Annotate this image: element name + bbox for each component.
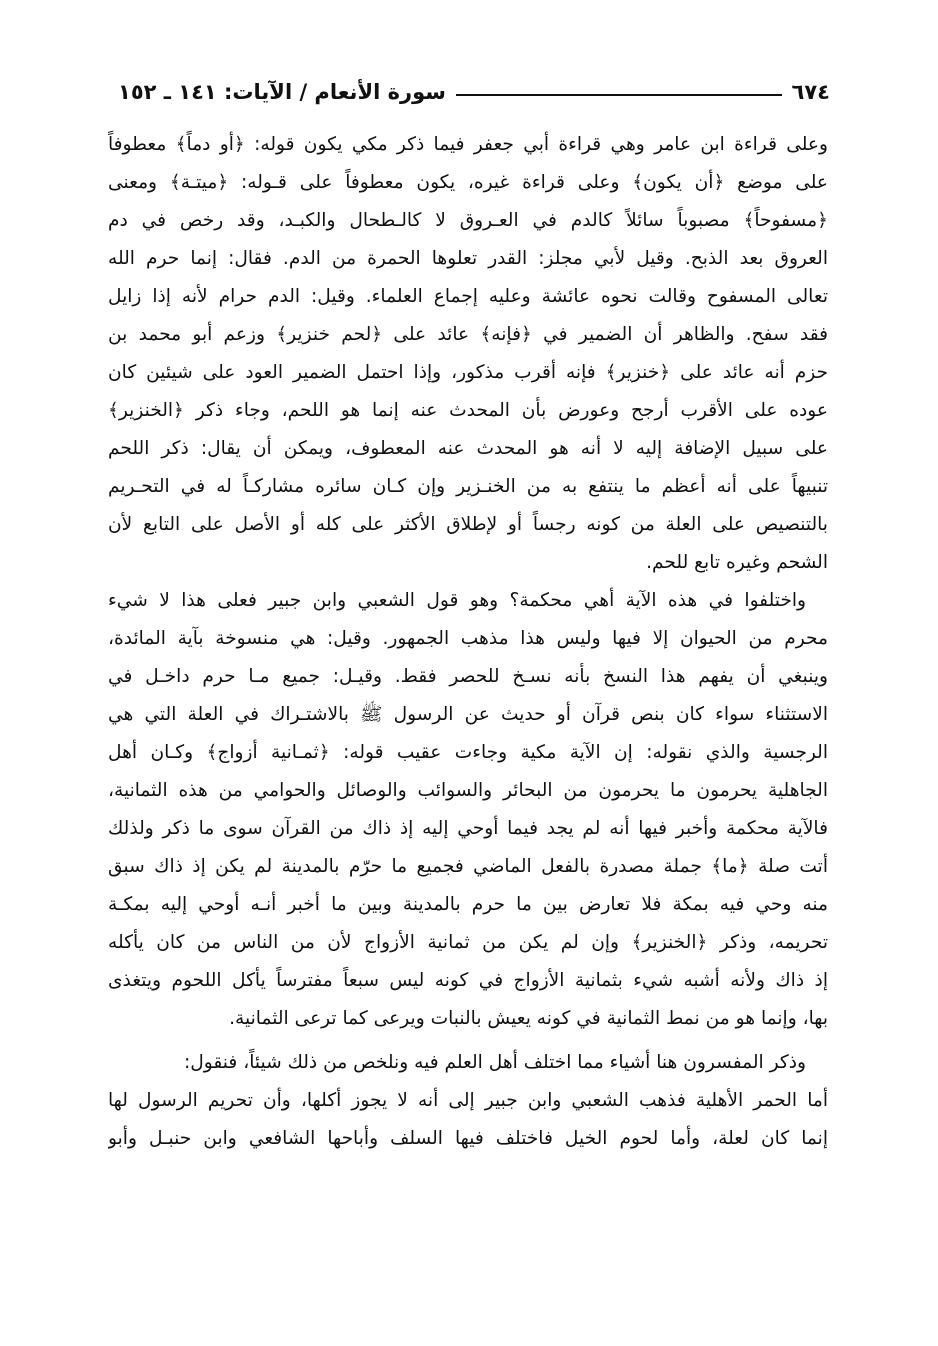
text-line: محرم من الحيوان إلا فيها وليس هذا مذهب الجمهور. وقيل: هي منسوخة بآية المائدة، — [108, 628, 828, 649]
paragraph-3 — [108, 1044, 828, 1158]
text-line: أما الحمر الأهلية فذهب الشعبي وابن جبير إلى أنه لا يجوز أكلها، وأن تحريم الرسول لها — [108, 1090, 828, 1111]
text-line: فالآية محكمة وأخبر فيها أنه لم يجد فيما أوحي إليه إذ ذاك من القرآن سوى ما ذكر ولذلك — [108, 818, 828, 839]
header-rule — [456, 94, 782, 96]
text-line: وعلى قراءة ابن عامر وهي قراءة أبي جعفر فيما ذكر مكي يكون قوله: ﴿أو دماً﴾ معطوفاً — [108, 134, 828, 155]
text-line: بالتنصيص على العلة من كونه رجساً أو لإطلاق الأكثر على كله أو الأصل على التابع لأن — [108, 514, 828, 535]
text-line: على سبيل الإضافة إليه لا أنه هو المحدث عنه المعطوف، ويمكن أن يقال: ذكر اللحم — [108, 438, 828, 459]
text-line: عوده على الأقرب أرجح وعورض بأن المحدث عنه إنما هو اللحم، وجاء ذكر ﴿الخنزير﴾ — [108, 400, 828, 421]
text-line: وينبغي أن يفهم هذا النسخ بأنه نسـخ للحصر فقط. وقيـل: جميع مـا حرم داخـل في — [108, 666, 828, 687]
paragraph-2 — [108, 582, 828, 1038]
text-line: بها، وإنما هو من نمط الثمانية في كونه يعيش بالنبات ويرعى كما ترعى الثمانية. — [229, 1008, 828, 1029]
text-line: فقد سفح. والظاهر أن الضمير في ﴿فإنه﴾ عائد على ﴿لحم خنزير﴾ وزعم أبو محمد بن — [108, 324, 828, 345]
text-line: إنما كان لعلة، وأما لحوم الخيل فاختلف فيها السلف وأباحها الشافعي وابن حنبـل وأبو — [108, 1128, 828, 1149]
text-line: تنبيهاً على أنه أعظم ما ينتفع به من الخنـزير وإن كـان سائره مشاركـاً له في التحـريم — [108, 476, 828, 497]
text-line: العروق بعد الذبح. وقيل لأبي مجلز: القدر تعلوها الحمرة من الدم. فقال: إنما حرم الله — [108, 248, 828, 269]
text-line: الرجسية والذي نقوله: إن الآية مكية وجاءت عقيب قوله: ﴿ثمـانية أزواج﴾ وكـان أهل — [108, 742, 828, 763]
text-line: ﴿مسفوحاً﴾ مصبوباً سائلاً كالدم في العـروق لا كالـطحال والكبـد، وقد رخص في دم — [108, 210, 828, 231]
surah-title: سورة الأنعام / الآيات: ١٤١ ـ ١٥٢ — [118, 80, 446, 104]
text-line: منه وحي فيه بمكة فلا تعارض بين ما حرم بالمدينة وبين ما أخبر أنـه أوحي إليه بمكـة — [108, 894, 828, 915]
page-number: ٦٧٤ — [791, 80, 830, 104]
text-line: تعالى المسفوح وقالت نحوه عائشة وعليه إجماع العلماء. وقيل: الدم حرام لأنه إذا زايل — [108, 286, 828, 307]
text-line: إذ ذاك ولأنه أشبه شيء بثمانية الأزواج في كونه ليس سبعاً مفترساً يأكل اللحوم ويتغذى — [108, 970, 828, 991]
text-line: على موضع ﴿أن يكون﴾ وعلى قراءة غيره، يكون معطوفاً على قـوله: ﴿ميتـة﴾ ومعنى — [108, 172, 828, 193]
paragraph-1 — [108, 126, 828, 582]
page-header — [118, 76, 830, 108]
text-line: حزم أنه عائد على ﴿خنزير﴾ فإنه أقرب مذكور، وإذا احتمل الضمير العود على شيئين كان — [108, 362, 828, 383]
page-body — [108, 126, 828, 1158]
text-line: وذكر المفسرون هنا أشياء مما اختلف أهل العلم فيه ونلخص من ذلك شيئاً، فنقول: — [184, 1052, 806, 1073]
text-line: أتت صلة ﴿ما﴾ جملة مصدرة بالفعل الماضي فجميع ما حرّم بالمدينة لم يكن إذ ذاك سبق — [108, 856, 828, 877]
text-line: الجاهلية يحرمون ما يحرمون من البحائر والسوائب والوصائل والحوامي من هذه الثمانية، — [108, 780, 828, 801]
text-line: الشحم وغيره تابع للحم. — [646, 552, 828, 573]
text-line: الاستثناء سواء كان بنص قرآن أو حديث عن الرسول ﷺ بالاشتـراك في العلة التي هي — [108, 704, 828, 725]
text-line: تحريمه، وذكر ﴿الخنزير﴾ وإن لم يكن من ثمانية الأزواج لأن من الناس من كان يأكله — [108, 932, 828, 953]
text-line: واختلفوا في هذه الآية أهي محكمة؟ وهو قول الشعبي وابن جبير فعلى هذا لا شيء — [108, 590, 806, 611]
